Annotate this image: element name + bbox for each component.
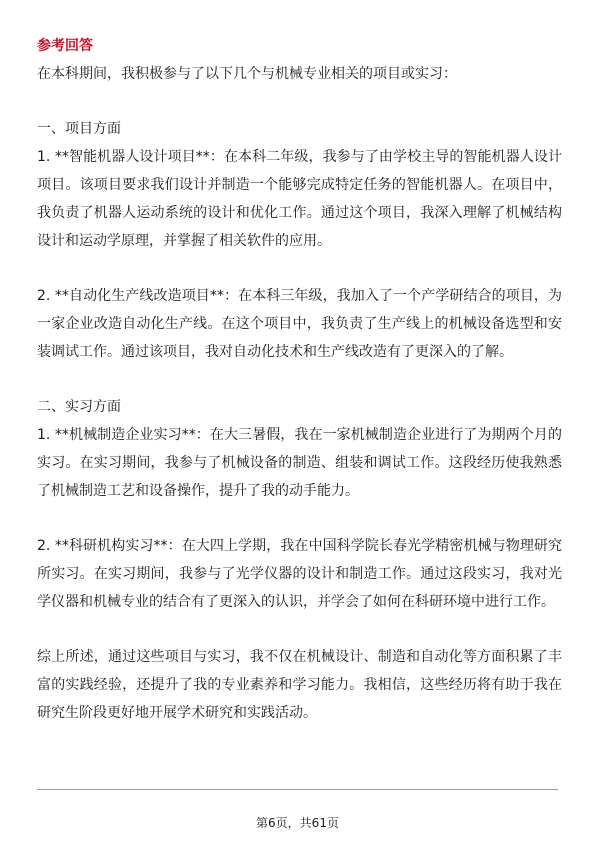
conclusion-paragraph: 综上所述，通过这些项目与实习，我不仅在机械设计、制造和自动化等方面积累了丰富的实践经验，还提升了我的专业素养和学习能力。我相信，这些经历将有助于我在研究生阶段更好地开展学术研究和实践活动。 xyxy=(37,649,562,721)
spacer xyxy=(37,616,562,643)
spacer xyxy=(37,366,562,393)
internship-item: 2. **科研机构实习**：在大四上学期，我在中国科学院长春光学精密机械与物理研究所实习。在实习期间，我参与了光学仪器的设计和制造工作。通过这段实习，我对光学仪器和机械专业的结合有了更深入的认识，并学会了如何在科研环境中进行工作。 xyxy=(37,538,562,610)
internship-item: 1. **机械制造企业实习**：在大三暑假，我在一家机械制造企业进行了为期两个月的实习。在实习期间，我参与了机械设备的制造、组装和调试工作。这段经历使我熟悉了机械制造工艺和设备操作，提升了我的动手能力。 xyxy=(37,427,562,499)
intro-paragraph: 在本科期间，我积极参与了以下几个与机械专业相关的项目或实习： xyxy=(37,66,457,82)
page-number: 第6页，共61页 xyxy=(256,816,339,830)
spacer xyxy=(37,255,562,282)
project-item: 1. **智能机器人设计项目**：在本科二年级，我参与了由学校主导的智能机器人设计项目。该项目要求我们设计并制造一个能够完成特定任务的智能机器人。在项目中，我负责了机器人运动系统的设计和优化工作。通过这个项目，我深入理解了机械结构设计和运动学原理，并掌握了相关软件的应用。 xyxy=(37,149,562,249)
project-item: 2. **自动化生产线改造项目**：在本科三年级，我加入了一个产学研结合的项目，为一家企业改造自动化生产线。在这个项目中，我负责了生产线上的机械设备选型和安装调试工作。通过该项目，我对自动化技术和生产线改造有了更深入的了解。 xyxy=(37,288,562,360)
footer-divider xyxy=(37,789,558,790)
spacer xyxy=(37,88,562,115)
spacer xyxy=(37,505,562,532)
answer-heading: 参考回答 xyxy=(37,38,93,54)
section-title-internships: 二、实习方面 xyxy=(37,399,121,415)
section-title-projects: 一、项目方面 xyxy=(37,121,121,137)
document-body xyxy=(37,36,562,727)
